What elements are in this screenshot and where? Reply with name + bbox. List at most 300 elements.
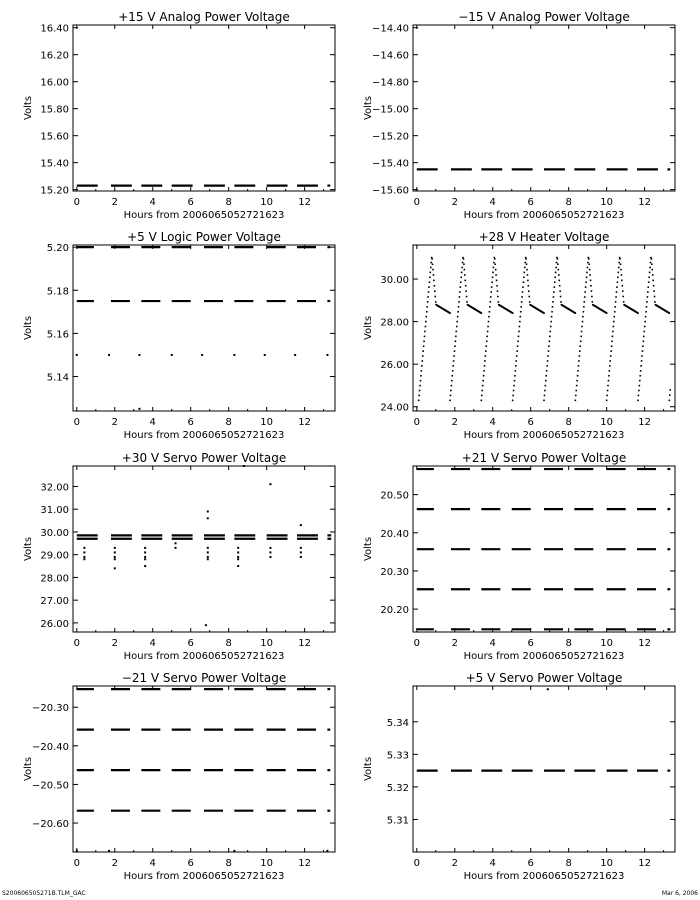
data-point — [108, 354, 110, 356]
data-point — [654, 296, 656, 298]
data-point — [552, 306, 554, 308]
x-tick-label: 12 — [298, 417, 311, 428]
x-tick-label: 8 — [225, 638, 232, 649]
data-point — [455, 331, 457, 333]
x-tick-label: 10 — [260, 638, 274, 649]
data-point — [639, 380, 641, 382]
data-point — [269, 547, 271, 549]
data-point — [617, 272, 619, 274]
data-point — [521, 301, 523, 303]
data-point — [622, 296, 624, 298]
y-tick-label: 29.00 — [40, 550, 69, 562]
y-tick-label: 20.50 — [380, 490, 409, 502]
data-point — [578, 365, 580, 367]
x-axis-label: Hours from 2006065052721623 — [463, 871, 625, 882]
data-point — [513, 390, 515, 392]
data-point — [491, 286, 493, 288]
data-point — [547, 360, 549, 362]
x-tick-label: 4 — [149, 197, 156, 208]
data-point — [576, 380, 578, 382]
data-point — [243, 465, 245, 467]
y-tick-label: 16.40 — [40, 23, 69, 35]
y-axis-label: Volts — [363, 315, 374, 341]
data-point — [545, 385, 547, 387]
data-point — [490, 296, 492, 298]
data-point — [609, 360, 611, 362]
data-point — [432, 263, 434, 265]
data-point — [583, 311, 585, 313]
data-point — [481, 400, 483, 402]
data-point — [451, 385, 453, 387]
data-point — [453, 355, 455, 357]
data-point — [426, 306, 428, 308]
data-point — [651, 263, 653, 265]
data-point — [544, 395, 546, 397]
y-tick-label: 5.32 — [386, 782, 409, 794]
data-point — [549, 336, 551, 338]
data-point — [451, 375, 453, 377]
data-point — [543, 400, 545, 402]
data-point — [489, 301, 491, 303]
data-point — [607, 385, 609, 387]
y-tick-label: 5.34 — [386, 717, 409, 729]
data-point — [485, 345, 487, 347]
data-point — [591, 296, 593, 298]
data-point — [638, 390, 640, 392]
data-point — [620, 263, 622, 265]
y-tick-label: −20.40 — [31, 741, 69, 753]
data-point — [614, 311, 616, 313]
chart-title: −15 V Analog Power Voltage — [458, 10, 630, 24]
data-point — [418, 395, 420, 397]
data-point — [326, 850, 328, 852]
data-point — [144, 547, 146, 549]
data-point — [589, 269, 591, 271]
data-point — [617, 281, 619, 283]
data-point — [430, 272, 432, 274]
data-point — [496, 280, 498, 282]
data-point — [652, 274, 654, 276]
data-point — [581, 331, 583, 333]
y-tick-label: 15.40 — [40, 158, 69, 170]
data-point — [580, 340, 582, 342]
data-point — [610, 355, 612, 357]
data-point — [482, 385, 484, 387]
data-point — [647, 296, 649, 298]
data-point — [621, 280, 623, 282]
x-tick-label: 8 — [565, 197, 572, 208]
data-point — [428, 291, 430, 293]
data-point — [233, 850, 235, 852]
x-axis-label: Hours from 2006065052721623 — [463, 210, 625, 221]
chart-panel-8 — [363, 671, 675, 882]
x-tick-label: 4 — [489, 858, 496, 869]
x-tick-label: 10 — [600, 197, 614, 208]
data-point — [646, 301, 648, 303]
data-point — [546, 365, 548, 367]
x-tick-label: 4 — [149, 638, 156, 649]
data-point — [114, 551, 116, 553]
data-point — [644, 321, 646, 323]
data-point — [460, 276, 462, 278]
y-tick-label: −15.40 — [371, 158, 409, 170]
data-point — [586, 272, 588, 274]
data-point — [653, 290, 655, 292]
y-axis-label: Volts — [23, 315, 34, 341]
data-point — [560, 296, 562, 298]
data-point — [519, 316, 521, 318]
data-point — [558, 274, 560, 276]
data-point — [620, 269, 622, 271]
data-point — [300, 551, 302, 553]
data-point — [585, 281, 587, 283]
data-point — [559, 285, 561, 287]
data-point — [524, 272, 526, 274]
x-tick-label: 10 — [260, 858, 274, 869]
data-point — [609, 370, 611, 372]
data-point — [528, 285, 530, 287]
data-point — [618, 262, 620, 264]
y-tick-label: 27.00 — [40, 596, 69, 608]
y-tick-label: 32.00 — [40, 482, 69, 494]
data-point — [575, 395, 577, 397]
data-point — [425, 326, 427, 328]
x-tick-label: 0 — [413, 638, 420, 649]
data-point — [486, 340, 488, 342]
y-tick-label: 16.20 — [40, 50, 69, 62]
data-point — [645, 311, 647, 313]
data-point — [427, 301, 429, 303]
data-point — [144, 558, 146, 560]
x-tick-label: 12 — [298, 638, 311, 649]
data-point — [422, 355, 424, 357]
y-tick-label: −14.40 — [371, 23, 409, 35]
data-point — [615, 296, 617, 298]
data-point — [513, 385, 515, 387]
data-point — [233, 354, 235, 356]
data-point — [618, 267, 620, 269]
data-point — [237, 565, 239, 567]
data-point — [517, 340, 519, 342]
data-point — [612, 331, 614, 333]
data-point — [581, 326, 583, 328]
y-tick-label: 5.14 — [46, 372, 69, 384]
x-tick-label: 10 — [260, 417, 274, 428]
data-point — [515, 360, 517, 362]
data-point — [547, 355, 549, 357]
x-tick-label: 12 — [638, 638, 651, 649]
data-point — [489, 306, 491, 308]
data-point — [207, 547, 209, 549]
data-point — [640, 370, 642, 372]
y-tick-label: −15.60 — [371, 185, 409, 197]
data-point — [669, 394, 671, 396]
y-axis-label: Volts — [23, 536, 34, 562]
data-point — [517, 345, 519, 347]
x-tick-label: 8 — [565, 858, 572, 869]
data-point — [428, 286, 430, 288]
x-tick-label: 6 — [187, 858, 194, 869]
data-point — [433, 280, 435, 282]
y-tick-label: 15.20 — [40, 185, 69, 197]
data-point — [421, 370, 423, 372]
x-tick-label: 4 — [149, 858, 156, 869]
data-point — [300, 524, 302, 526]
data-point — [649, 272, 651, 274]
data-point — [642, 345, 644, 347]
y-tick-label: 5.31 — [386, 815, 409, 827]
x-tick-label: 10 — [260, 197, 274, 208]
x-tick-label: 8 — [225, 858, 232, 869]
data-point — [643, 331, 645, 333]
data-point — [464, 269, 466, 271]
data-point — [575, 390, 577, 392]
data-point — [582, 316, 584, 318]
x-tick-label: 4 — [489, 197, 496, 208]
data-point — [575, 312, 577, 314]
data-point — [326, 354, 328, 356]
data-point — [300, 556, 302, 558]
data-point — [237, 556, 239, 558]
chart-panel-7 — [23, 671, 335, 882]
data-point — [589, 274, 591, 276]
y-tick-label: −15.20 — [371, 131, 409, 143]
plot-frame — [73, 245, 335, 411]
data-point — [207, 556, 209, 558]
data-point — [547, 688, 549, 690]
data-point — [550, 321, 552, 323]
x-tick-label: 0 — [413, 858, 420, 869]
data-point — [459, 291, 461, 293]
data-point — [429, 276, 431, 278]
data-point — [641, 355, 643, 357]
y-tick-label: −14.60 — [371, 50, 409, 62]
chart-panel-4 — [363, 230, 675, 441]
data-point — [453, 360, 455, 362]
data-point — [435, 301, 437, 303]
data-point — [237, 558, 239, 560]
plot-frame — [73, 25, 335, 191]
data-point — [463, 258, 465, 260]
y-tick-label: −20.60 — [31, 819, 69, 831]
data-point — [484, 360, 486, 362]
data-point — [491, 281, 493, 283]
data-point — [543, 312, 545, 314]
data-point — [527, 274, 529, 276]
data-point — [619, 258, 621, 260]
data-point — [427, 296, 429, 298]
data-point — [650, 262, 652, 264]
data-point — [520, 311, 522, 313]
data-point — [556, 262, 558, 264]
data-point — [465, 285, 467, 287]
data-point — [464, 280, 466, 282]
data-point — [554, 276, 556, 278]
x-axis-label: Hours from 2006065052721623 — [123, 430, 285, 441]
data-point — [458, 306, 460, 308]
data-point — [551, 311, 553, 313]
y-tick-label: 15.80 — [40, 104, 69, 116]
data-point — [637, 400, 639, 402]
plot-frame — [413, 25, 675, 191]
data-point — [466, 296, 468, 298]
data-point — [434, 296, 436, 298]
plot-frame — [73, 686, 335, 852]
data-point — [522, 286, 524, 288]
x-tick-label: 2 — [451, 417, 458, 428]
data-point — [423, 340, 425, 342]
data-point — [587, 262, 589, 264]
data-point — [451, 380, 453, 382]
data-point — [490, 291, 492, 293]
data-point — [108, 850, 110, 852]
data-point — [608, 380, 610, 382]
data-point — [484, 365, 486, 367]
data-point — [422, 350, 424, 352]
data-point — [458, 301, 460, 303]
data-point — [269, 556, 271, 558]
data-point — [207, 558, 209, 560]
chart-title: +21 V Servo Power Voltage — [461, 451, 627, 465]
data-point — [493, 262, 495, 264]
y-tick-label: 5.16 — [46, 329, 69, 341]
data-point — [264, 354, 266, 356]
data-point — [588, 263, 590, 265]
data-point — [452, 365, 454, 367]
data-point — [617, 276, 619, 278]
y-tick-label: 28.00 — [380, 317, 409, 329]
data-point — [114, 558, 116, 560]
x-tick-label: 6 — [527, 417, 534, 428]
x-tick-label: 2 — [111, 197, 118, 208]
data-point — [426, 311, 428, 313]
data-point — [495, 274, 497, 276]
data-point — [525, 258, 527, 260]
data-point — [552, 301, 554, 303]
data-point — [483, 370, 485, 372]
y-tick-label: 28.00 — [40, 573, 69, 585]
data-point — [607, 390, 609, 392]
data-point — [459, 296, 461, 298]
data-point — [514, 375, 516, 377]
data-point — [557, 258, 559, 260]
x-tick-label: 8 — [565, 417, 572, 428]
data-point — [610, 350, 612, 352]
y-axis-label: Volts — [363, 95, 374, 121]
footer-filename: S200606505271B.TLM_GAC — [2, 890, 86, 897]
x-tick-label: 4 — [489, 417, 496, 428]
data-point — [482, 380, 484, 382]
y-axis-label: Volts — [23, 756, 34, 782]
data-point — [639, 375, 641, 377]
data-point — [613, 316, 615, 318]
y-tick-label: 26.00 — [40, 618, 69, 630]
chart-panel-1 — [23, 10, 335, 221]
data-point — [590, 285, 592, 287]
x-axis-label: Hours from 2006065052721623 — [463, 651, 625, 662]
data-point — [481, 390, 483, 392]
x-tick-label: 6 — [527, 638, 534, 649]
data-point — [549, 331, 551, 333]
data-point — [592, 301, 594, 303]
x-axis-label: Hours from 2006065052721623 — [463, 430, 625, 441]
data-point — [583, 301, 585, 303]
data-point — [654, 301, 656, 303]
data-point — [425, 321, 427, 323]
data-point — [616, 291, 618, 293]
data-point — [466, 301, 468, 303]
y-tick-label: 5.33 — [386, 750, 409, 762]
data-point — [584, 291, 586, 293]
data-point — [524, 267, 526, 269]
data-point — [651, 258, 653, 260]
x-tick-label: 0 — [73, 638, 80, 649]
data-point — [205, 624, 207, 626]
data-point — [641, 360, 643, 362]
y-tick-label: 20.30 — [380, 566, 409, 578]
data-point — [487, 326, 489, 328]
data-point — [579, 355, 581, 357]
data-point — [638, 395, 640, 397]
data-point — [643, 340, 645, 342]
data-point — [515, 365, 517, 367]
data-point — [456, 326, 458, 328]
data-point — [489, 311, 491, 313]
data-point — [114, 567, 116, 569]
data-point — [144, 565, 146, 567]
footer-date: Mar 6, 2006 — [661, 890, 698, 897]
chart-title: +15 V Analog Power Voltage — [118, 10, 290, 24]
y-tick-label: 20.20 — [380, 605, 409, 617]
data-point — [649, 267, 651, 269]
data-point — [616, 286, 618, 288]
x-tick-label: 0 — [413, 417, 420, 428]
data-point — [560, 301, 562, 303]
data-point — [83, 551, 85, 553]
data-point — [485, 350, 487, 352]
data-point — [114, 556, 116, 558]
data-point — [558, 269, 560, 271]
data-point — [523, 276, 525, 278]
data-point — [457, 316, 459, 318]
x-tick-label: 0 — [73, 417, 80, 428]
data-point — [577, 370, 579, 372]
data-point — [237, 551, 239, 553]
x-tick-label: 6 — [527, 197, 534, 208]
data-point — [622, 290, 624, 292]
data-point — [449, 312, 451, 314]
data-point — [430, 267, 432, 269]
data-point — [612, 336, 614, 338]
x-tick-label: 4 — [489, 638, 496, 649]
data-point — [575, 400, 577, 402]
data-point — [623, 301, 625, 303]
data-point — [420, 380, 422, 382]
x-tick-label: 12 — [638, 197, 651, 208]
data-point — [579, 345, 581, 347]
data-point — [512, 395, 514, 397]
data-point — [496, 285, 498, 287]
data-point — [523, 281, 525, 283]
data-point — [516, 350, 518, 352]
plot-frame — [413, 245, 675, 411]
data-point — [644, 326, 646, 328]
data-point — [611, 340, 613, 342]
data-point — [455, 336, 457, 338]
data-point — [606, 395, 608, 397]
data-point — [515, 370, 517, 372]
data-point — [481, 395, 483, 397]
